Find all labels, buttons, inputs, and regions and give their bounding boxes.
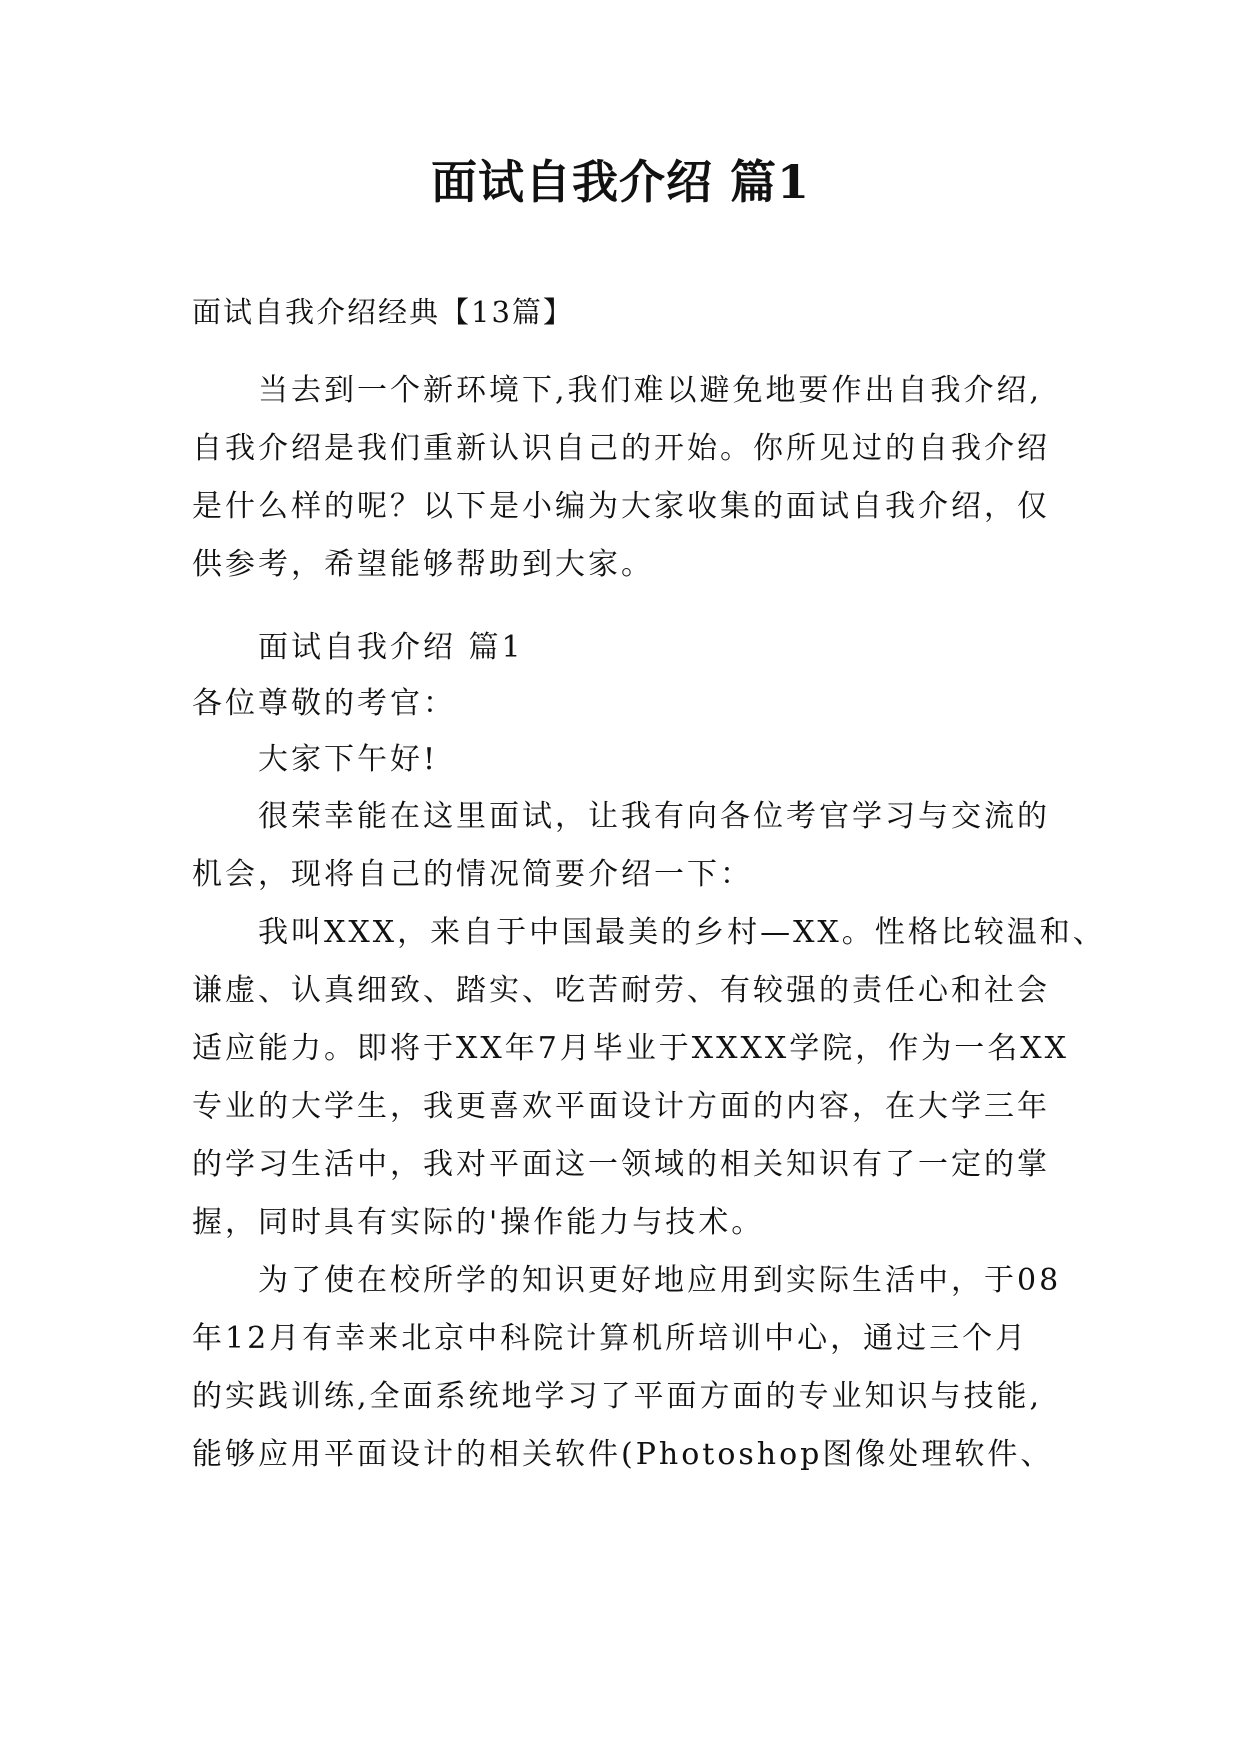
text-line: 的实践训练,全面系统地学习了平面方面的专业知识与技能, bbox=[192, 1379, 1043, 1414]
paragraph-1 bbox=[192, 788, 1062, 904]
intro-paragraph bbox=[192, 362, 1062, 594]
text-line: 为了使在校所学的知识更好地应用到实际生活中，于08 bbox=[258, 1263, 1062, 1298]
text-line: 我叫XXX，来自于中国最美的乡村—XX。性格比较温和、 bbox=[258, 915, 1106, 950]
document-subtitle: 面试自我介绍经典【13篇】 bbox=[192, 295, 574, 329]
section-body bbox=[192, 620, 1106, 1484]
text-line: 当去到一个新环境下,我们难以避免地要作出自我介绍, bbox=[258, 373, 1043, 408]
text-line: 能够应用平面设计的相关软件(Photoshop图像处理软件、 bbox=[192, 1437, 1054, 1472]
document-title: 面试自我介绍 篇1 bbox=[430, 155, 811, 209]
text-line: 供参考，希望能够帮助到大家。 bbox=[192, 547, 654, 582]
text-line: 年12月有幸来北京中科院计算机所培训中心，通过三个月 bbox=[192, 1321, 1029, 1356]
salutation: 各位尊敬的考官： bbox=[192, 686, 456, 721]
text-line: 自我介绍是我们重新认识自己的开始。你所见过的自我介绍 bbox=[192, 431, 1050, 466]
text-line: 专业的大学生，我更喜欢平面设计方面的内容，在大学三年 bbox=[192, 1089, 1050, 1124]
greeting: 大家下午好! bbox=[258, 742, 439, 777]
text-line: 的学习生活中，我对平面这一领域的相关知识有了一定的掌 bbox=[192, 1147, 1050, 1182]
text-line: 适应能力。即将于XX年7月毕业于XXXX学院，作为一名XX bbox=[192, 1031, 1069, 1066]
text-line: 谦虚、认真细致、踏实、吃苦耐劳、有较强的责任心和社会 bbox=[192, 973, 1050, 1008]
text-line: 是什么样的呢？以下是小编为大家收集的面试自我介绍，仅 bbox=[192, 489, 1050, 524]
section-heading: 面试自我介绍 篇1 bbox=[258, 630, 524, 665]
paragraph-3 bbox=[192, 1252, 1062, 1484]
text-line: 机会，现将自己的情况简要介绍一下： bbox=[192, 857, 753, 892]
text-line: 握，同时具有实际的'操作能力与技术。 bbox=[192, 1205, 765, 1240]
paragraph-2 bbox=[192, 904, 1106, 1252]
text-line: 很荣幸能在这里面试，让我有向各位考官学习与交流的 bbox=[258, 799, 1050, 834]
